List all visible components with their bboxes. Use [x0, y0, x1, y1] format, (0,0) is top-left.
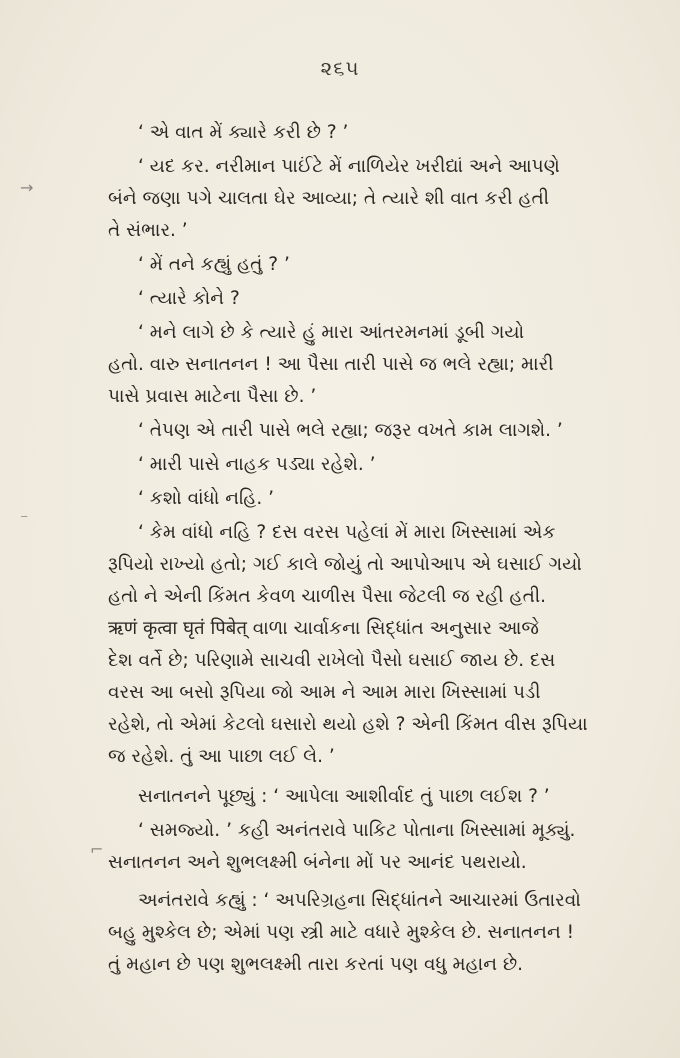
text-line: સનાતનન અને શુભલક્ષ્મી બંનેના મોં પર આનંદ પથરાયો. — [108, 852, 527, 873]
text-line: દેશ વર્તે છે; પરિણામે સાચવી રાખેલો પૈસો ઘસાઈ જાય છે. દસ — [108, 650, 556, 671]
margin-arrow-mark: → — [20, 178, 34, 197]
text-line: ऋणं कृत्वा घृतं पिबेत् વાળા ચાર્વાકના સિદ્ધાંત અનુસાર આજે — [108, 618, 539, 639]
margin-pencil-mark: ⌐ — [90, 840, 104, 859]
text-line: તે સંભાર. ’ — [108, 220, 188, 241]
text-line: હતો. વારુ સનાતનન ! આ પૈસા તારી પાસે જ ભલે રહ્યા; મારી — [108, 354, 554, 375]
text-line: હતો ને એની કિંમત કેવળ ચાળીસ પૈસા જેટલી જ રહી હતી. — [108, 586, 547, 607]
text-line: પાસે પ્રવાસ માટેના પૈસા છે. ’ — [108, 386, 317, 407]
text-line: જ રહેશે. તું આ પાછા લઈ લે. ’ — [108, 746, 335, 767]
text-line: ‘ મને લાગે છે કે ત્યારે હું મારા આંતરમનમાં ડૂબી ગયો — [138, 322, 525, 343]
text-line: રહેશે, તો એમાં કેટલો ઘસારો થયો હશે ? એની કિંમત વીસ રૂપિયા — [108, 714, 588, 735]
text-line: ‘ એ વાત મેં ક્યારે કરી છે ? ’ — [138, 122, 349, 143]
text-line: ‘ કેમ વાંધો નહિ ? દસ વરસ પહેલાં મેં મારા ખિસ્સામાં એક — [138, 522, 556, 543]
text-line: સનાતનને પૂછ્યું : ‘ આપેલા આશીર્વાદ તું પાછા લઈશ ? ’ — [138, 786, 550, 807]
text-line: ‘ સમજ્યો. ’ કહી અનંતરાવે પાકિટ પોતાના ખિસ્સામાં મૂક્યું. — [138, 820, 576, 841]
text-line: અનંતરાવે કહ્યું : ‘ અપરિગ્રહના સિદ્ધાંતને આચારમાં ઉતારવો — [138, 890, 581, 911]
text-line: ‘ મેં તને કહ્યું હતું ? ’ — [138, 254, 290, 275]
text-line: ‘ યદ કર. નરીમાન પાઈંટે મેં નાળિયેર ખરીદ્યાં અને આપણે — [138, 156, 560, 177]
text-line: બહુ મુશ્કેલ છે; એમાં પણ સ્ત્રી માટે વધારે મુશ્કેલ છે. સનાતનન ! — [108, 922, 575, 943]
text-line: બંને જણા પગે ચાલતા ઘેર આવ્યા; તે ત્યારે શી વાત કરી હતી — [108, 188, 550, 209]
text-line: રૂપિયો રાખ્યો હતો; ગઈ કાલે જોયું તો આપોઆપ એ ઘસાઈ ગયો — [108, 554, 582, 575]
text-line: ‘ મારી પાસે નાહક પડ્યા રહેશે. ’ — [138, 454, 376, 475]
text-line: ‘ તેપણ એ તારી પાસે ભલે રહ્યા; જરૂર વખતે કામ લાગશે. ’ — [138, 420, 563, 441]
margin-pencil-mark: ⁻ — [20, 510, 29, 529]
text-line: તું મહાન છે પણ શુભલક્ષ્મી તારા કરતાં પણ વધુ મહાન છે. — [108, 954, 524, 975]
text-line: ‘ કશો વાંધો નહિ. ’ — [138, 488, 275, 509]
text-line: વરસ આ બસો રૂપિયા જો આમ ને આમ મારા ખિસ્સામાં પડી — [108, 682, 541, 703]
page-number: ૨૬૫ — [320, 56, 360, 80]
text-line: ‘ ત્યારે કોને ? — [138, 288, 240, 309]
